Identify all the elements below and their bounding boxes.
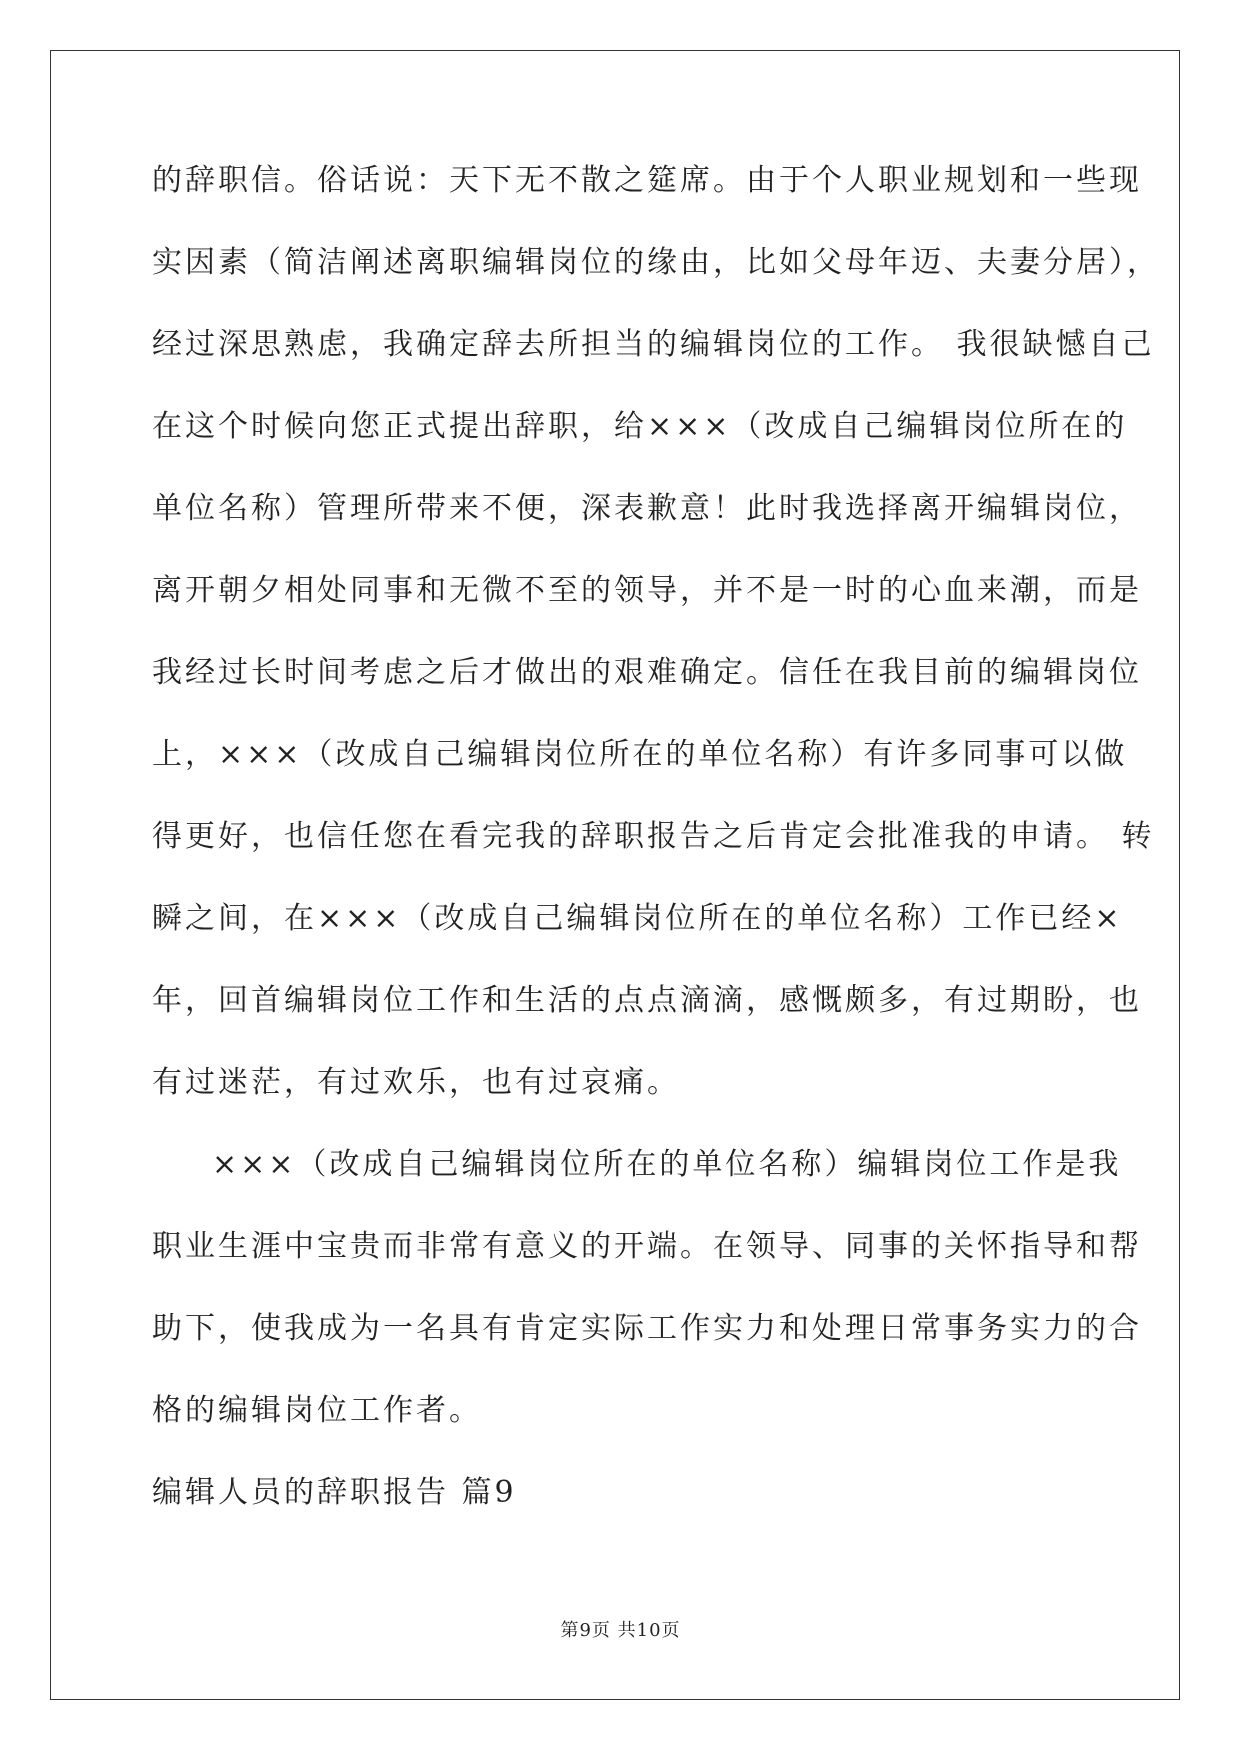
text-line: 助下，使我成为一名具有肯定实际工作实力和处理日常事务实力的合 <box>152 1311 1142 1346</box>
text-line: 离开朝夕相处同事和无微不至的领导，并不是一时的心血来潮，而是 <box>152 573 1142 608</box>
text-line: 在这个时候向您正式提出辞职，给×××（改成自己编辑岗位所在的 <box>152 409 1128 444</box>
text-line: 上，×××（改成自己编辑岗位所在的单位名称）有许多同事可以做 <box>152 737 1128 772</box>
section-heading <box>152 1472 1112 1554</box>
page-number: 第9页 共10页 <box>560 1620 681 1641</box>
text-line: ×××（改成自己编辑岗位所在的单位名称）编辑岗位工作是我 <box>212 1147 1122 1182</box>
text-line: 经过深思熟虑，我确定辞去所担当的编辑岗位的工作。 我很缺憾自己 <box>152 327 1155 362</box>
text-line: 格的编辑岗位工作者。 <box>152 1393 482 1428</box>
document-body <box>152 160 1160 1554</box>
text-line: 年，回首编辑岗位工作和生活的点点滴滴，感慨颇多，有过期盼，也 <box>152 983 1142 1018</box>
text-line: 我经过长时间考虑之后才做出的艰难确定。信任在我目前的编辑岗位 <box>152 655 1142 690</box>
text-line: 有过迷茫，有过欢乐，也有过哀痛。 <box>152 1065 680 1100</box>
heading-line: 编辑人员的辞职报告 篇9 <box>152 1475 517 1510</box>
text-line: 职业生涯中宝贵而非常有意义的开端。在领导、同事的关怀指导和帮 <box>152 1229 1142 1264</box>
text-line: 得更好，也信任您在看完我的辞职报告之后肯定会批准我的申请。 转 <box>152 819 1155 854</box>
paragraph <box>152 160 1160 1144</box>
text-line: 瞬之间，在×××（改成自己编辑岗位所在的单位名称）工作已经× <box>152 901 1123 936</box>
text-line: 实因素（简洁阐述离职编辑岗位的缘由，比如父母年迈、夫妻分居）， <box>152 245 1160 280</box>
text-line: 的辞职信。俗话说：天下无不散之筵席。由于个人职业规划和一些现 <box>152 163 1142 198</box>
paragraph <box>152 1144 1142 1472</box>
text-line: 单位名称）管理所带来不便，深表歉意！此时我选择离开编辑岗位， <box>152 491 1142 526</box>
